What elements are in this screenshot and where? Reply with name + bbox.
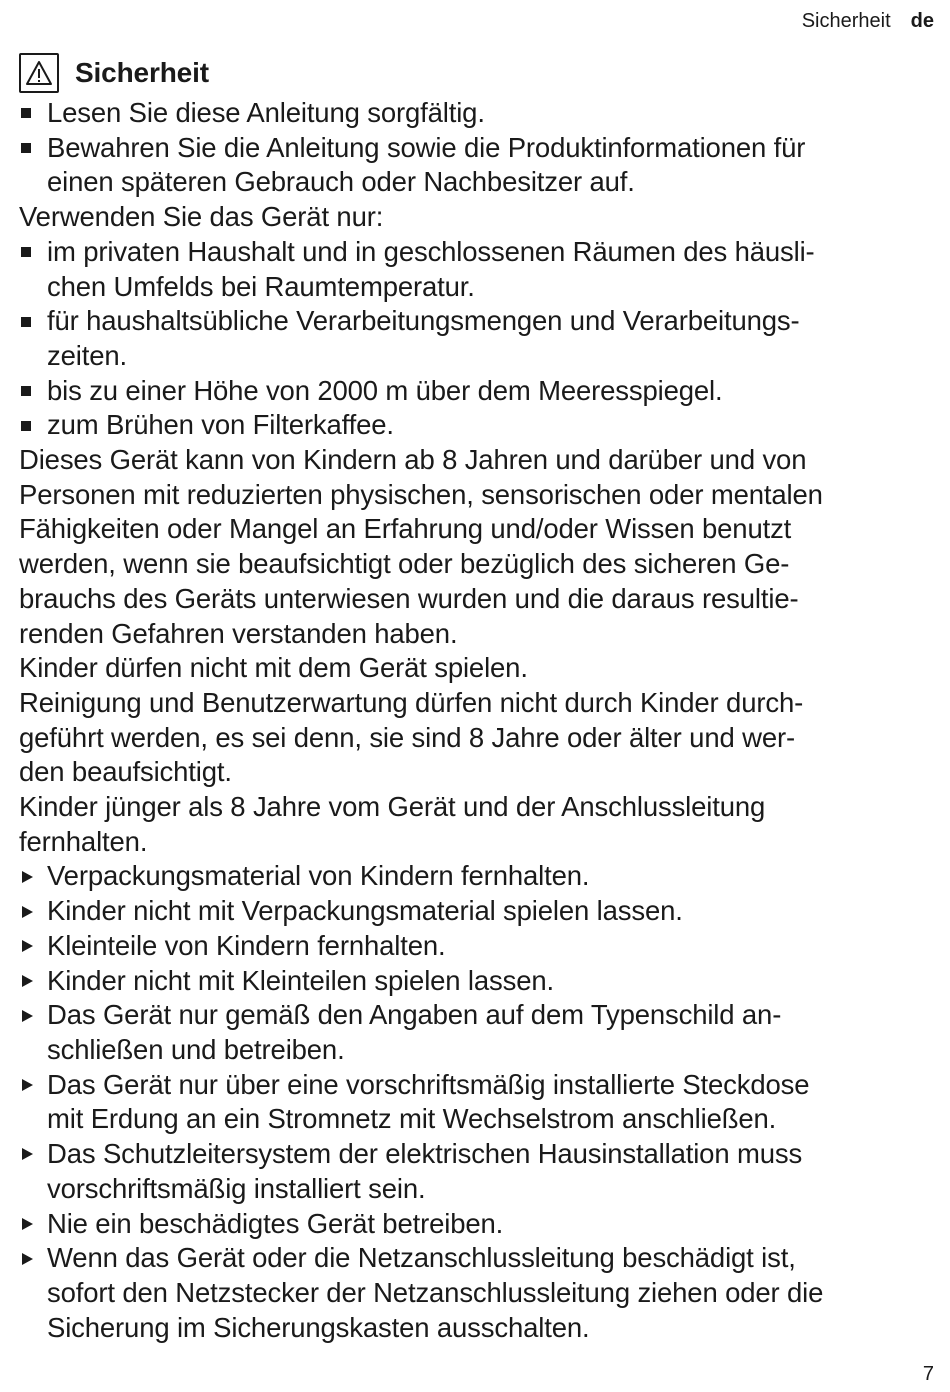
text-line: geführt werden, es sei denn, sie sind 8 Jahre oder älter und wer- (19, 721, 795, 753)
bullet-item (19, 408, 931, 443)
instruction-item (19, 964, 931, 999)
text-line: Kleinteile von Kindern fernhalten. (47, 929, 446, 961)
bullet-item (19, 304, 931, 373)
arrow-bullet-icon (19, 1068, 41, 1103)
square-bullet-icon (19, 96, 41, 131)
text-line: vorschriftsmäßig installiert sein. (47, 1172, 426, 1204)
text-line: Das Gerät nur über eine vorschriftsmäßig installierte Steckdose (47, 1068, 810, 1100)
text-line: Verpackungsmaterial von Kindern fernhalten. (47, 860, 590, 892)
text-line: Kinder dürfen nicht mit dem Gerät spielen. (19, 652, 528, 684)
arrow-bullet-icon (19, 1241, 41, 1276)
text-line: Lesen Sie diese Anleitung sorgfältig. (47, 97, 485, 128)
instruction-list (19, 859, 931, 1345)
page-content (19, 52, 931, 1345)
text-line: schließen und betreiben. (47, 1033, 345, 1065)
text-line: mit Erdung an ein Stromnetz mit Wechselstrom anschließen. (47, 1103, 777, 1135)
usage-bullet-list (19, 235, 931, 443)
intro-bullet-list (19, 96, 931, 200)
section-heading (19, 52, 931, 94)
instruction-item (19, 929, 931, 964)
text-line: Bewahren Sie die Anleitung sowie die Produktinformationen für (47, 131, 806, 163)
page-number: 7 (922, 1363, 934, 1385)
text-line: zeiten. (47, 339, 127, 371)
text-line: renden Gefahren verstanden haben. (19, 617, 458, 649)
text-line: Kinder nicht mit Kleinteilen spielen lassen. (47, 964, 555, 996)
text-line: Nie ein beschädigtes Gerät betreiben. (47, 1207, 504, 1239)
text-line: Personen mit reduzierten physischen, sensorischen oder mentalen (19, 478, 823, 510)
square-bullet-icon (19, 408, 41, 443)
text-line: Das Schutzleitersystem der elektrischen Hausinstallation muss (47, 1138, 803, 1170)
header-section-title: Sicherheit (801, 10, 891, 32)
text-line: bis zu einer Höhe von 2000 m über dem Meeresspiegel. (47, 374, 723, 406)
instruction-item (19, 1068, 931, 1137)
text-line: Sicherung im Sicherungskasten ausschalten. (47, 1311, 590, 1343)
text-line: zum Brühen von Filterkaffee. (47, 409, 394, 441)
section-title: Sicherheit (75, 56, 209, 88)
instruction-item (19, 894, 931, 929)
paragraph (19, 790, 931, 859)
paragraph (19, 686, 931, 790)
usage-intro: Verwenden Sie das Gerät nur: (19, 201, 384, 233)
instruction-item (19, 1207, 931, 1242)
paragraph (19, 443, 931, 651)
text-line: Reinigung und Benutzerwartung dürfen nicht durch Kinder durch- (19, 686, 804, 718)
text-line: werden, wenn sie beaufsichtigt oder bezüglich des sicheren Ge- (19, 548, 790, 580)
text-line: Das Gerät nur gemäß den Angaben auf dem Typenschild an- (47, 999, 782, 1031)
bullet-item (19, 235, 931, 304)
text-line: Fähigkeiten oder Mangel an Erfahrung und/oder Wissen benutzt (19, 513, 792, 545)
text-line: Dieses Gerät kann von Kindern ab 8 Jahren und darüber und von (19, 444, 807, 476)
instruction-item (19, 1241, 931, 1345)
arrow-bullet-icon (19, 998, 41, 1033)
bullet-item (19, 96, 931, 131)
text-line: einen späteren Gebrauch oder Nachbesitzer auf. (47, 166, 635, 198)
text-line: Wenn das Gerät oder die Netzanschlussleitung beschädigt ist, (47, 1242, 796, 1274)
arrow-bullet-icon (19, 859, 41, 894)
text-line: im privaten Haushalt und in geschlossenen Räumen des häusli- (47, 235, 815, 267)
running-header (802, 8, 934, 34)
text-line: brauchs des Geräts unterwiesen wurden und die daraus resultie- (19, 582, 799, 614)
square-bullet-icon (19, 235, 41, 270)
arrow-bullet-icon (19, 929, 41, 964)
instruction-item (19, 1137, 931, 1206)
arrow-bullet-icon (19, 1207, 41, 1242)
bullet-item (19, 131, 931, 200)
paragraph (19, 651, 931, 686)
header-language-code: de (910, 10, 934, 32)
text-line: Kinder nicht mit Verpackungsmaterial spielen lassen. (47, 895, 683, 927)
text-line: chen Umfelds bei Raumtemperatur. (47, 270, 475, 302)
bullet-item (19, 374, 931, 409)
square-bullet-icon (19, 374, 41, 409)
square-bullet-icon (19, 131, 41, 166)
arrow-bullet-icon (19, 964, 41, 999)
text-line: den beaufsichtigt. (19, 756, 232, 788)
arrow-bullet-icon (19, 1137, 41, 1172)
text-line: fernhalten. (19, 825, 148, 857)
safety-paragraphs (19, 443, 931, 859)
square-bullet-icon (19, 304, 41, 339)
warning-triangle-icon (19, 53, 59, 93)
instruction-item (19, 998, 931, 1067)
text-line: sofort den Netzstecker der Netzanschlussleitung ziehen oder die (47, 1276, 824, 1308)
instruction-item (19, 859, 931, 894)
text-line: für haushaltsübliche Verarbeitungsmengen und Verarbeitungs- (47, 305, 800, 337)
arrow-bullet-icon (19, 894, 41, 929)
text-line: Kinder jünger als 8 Jahre vom Gerät und der Anschlussleitung (19, 791, 766, 823)
